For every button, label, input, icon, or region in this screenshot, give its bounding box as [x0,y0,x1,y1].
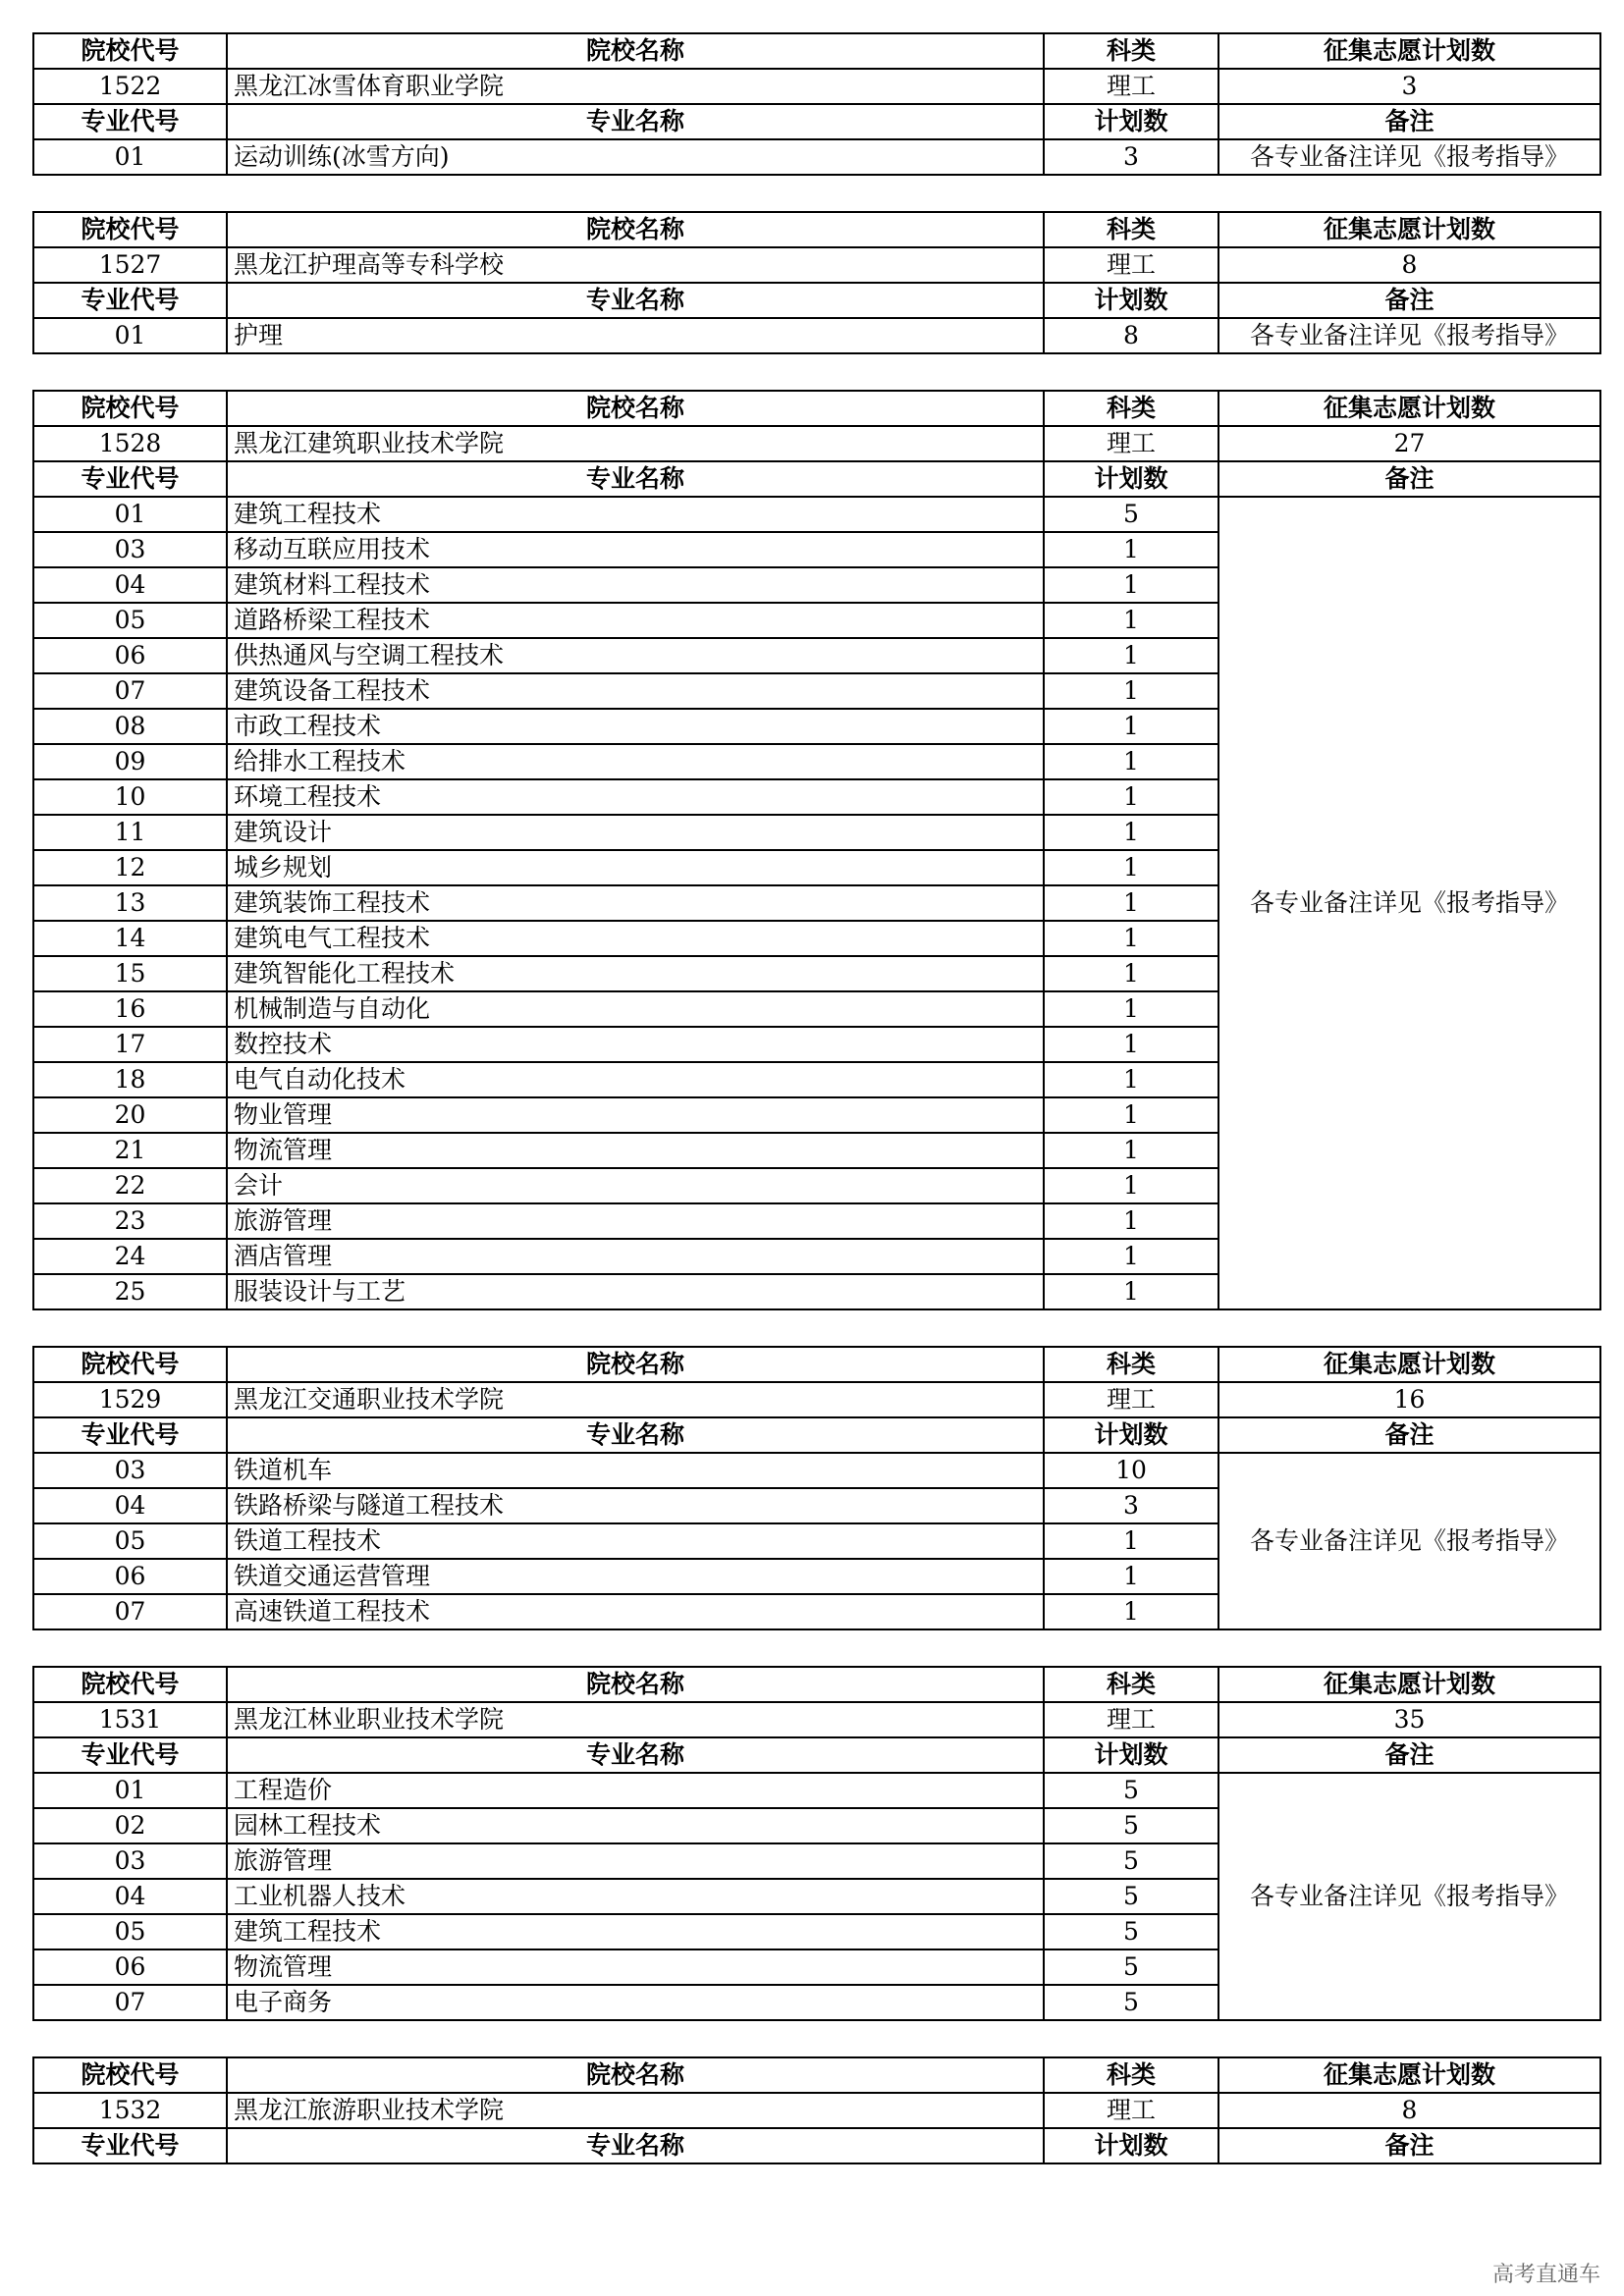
major-name: 城乡规划 [227,850,1044,885]
school-info-row [33,69,1600,104]
school-header-row [33,33,1600,69]
major-name-header: 专业名称 [227,1737,1044,1773]
school-info-row [33,2093,1600,2128]
major-header-row [33,1737,1600,1773]
major-name: 建筑工程技术 [227,497,1044,532]
plan-total-header: 征集志愿计划数 [1218,2057,1600,2093]
major-code: 01 [33,1773,227,1808]
major-name: 电气自动化技术 [227,1062,1044,1097]
school-category: 理工 [1044,69,1218,104]
major-plan-count: 1 [1044,638,1218,673]
major-name: 建筑设计 [227,815,1044,850]
major-plan-count: 1 [1044,779,1218,815]
major-plan-count: 1 [1044,1239,1218,1274]
school-code-header: 院校代号 [33,2057,227,2093]
major-code-header: 专业代号 [33,104,227,139]
major-name: 给排水工程技术 [227,744,1044,779]
remark-header: 备注 [1218,461,1600,497]
school-block [32,2056,1601,2164]
major-code: 05 [33,1523,227,1559]
major-plan-count: 1 [1044,1559,1218,1594]
major-code: 13 [33,885,227,921]
school-header-row [33,212,1600,247]
major-code: 03 [33,1453,227,1488]
admission-plan-document [32,32,1599,2200]
school-code: 1528 [33,426,227,461]
major-code-header: 专业代号 [33,461,227,497]
major-name: 移动互联应用技术 [227,532,1044,567]
category-header: 科类 [1044,212,1218,247]
major-header-row [33,104,1600,139]
plan-count-header: 计划数 [1044,1737,1218,1773]
major-plan-count: 1 [1044,709,1218,744]
major-row [33,139,1600,175]
school-info-row [33,247,1600,283]
school-name-header: 院校名称 [227,33,1044,69]
major-row [33,1773,1600,1808]
major-code: 06 [33,638,227,673]
school-category: 理工 [1044,1702,1218,1737]
major-plan-count: 1 [1044,603,1218,638]
school-code: 1522 [33,69,227,104]
major-header-row [33,1417,1600,1453]
plan-count-header: 计划数 [1044,283,1218,318]
school-header-row [33,1347,1600,1382]
plan-count-header: 计划数 [1044,461,1218,497]
school-block [32,211,1601,354]
major-name: 物流管理 [227,1949,1044,1985]
major-plan-count: 5 [1044,1773,1218,1808]
school-code-header: 院校代号 [33,212,227,247]
major-name: 会计 [227,1168,1044,1203]
major-code: 23 [33,1203,227,1239]
plan-count-header: 计划数 [1044,1417,1218,1453]
plan-count-header: 计划数 [1044,104,1218,139]
major-code: 15 [33,956,227,991]
school-code: 1529 [33,1382,227,1417]
major-plan-count: 1 [1044,1133,1218,1168]
major-plan-count: 5 [1044,1985,1218,2020]
school-category: 理工 [1044,1382,1218,1417]
remark-header: 备注 [1218,1417,1600,1453]
major-code: 04 [33,1879,227,1914]
major-name: 工程造价 [227,1773,1044,1808]
school-name: 黑龙江冰雪体育职业学院 [227,69,1044,104]
major-header-row [33,461,1600,497]
school-name-header: 院校名称 [227,2057,1044,2093]
major-code: 11 [33,815,227,850]
major-row [33,1453,1600,1488]
school-header-row [33,2057,1600,2093]
major-plan-count: 5 [1044,1879,1218,1914]
major-name: 酒店管理 [227,1239,1044,1274]
remark-note: 各专业备注详见《报考指导》 [1218,1453,1600,1629]
major-plan-count: 1 [1044,991,1218,1027]
major-name-header: 专业名称 [227,104,1044,139]
remark-header: 备注 [1218,283,1600,318]
school-category: 理工 [1044,426,1218,461]
major-plan-count: 5 [1044,497,1218,532]
school-plan-total: 27 [1218,426,1600,461]
school-name-header: 院校名称 [227,1667,1044,1702]
remark-note: 各专业备注详见《报考指导》 [1218,1773,1600,2020]
major-code: 17 [33,1027,227,1062]
major-name: 机械制造与自动化 [227,991,1044,1027]
major-code: 06 [33,1949,227,1985]
school-plan-total: 3 [1218,69,1600,104]
major-name: 环境工程技术 [227,779,1044,815]
watermark: 高考直通车 [1491,2263,1600,2287]
major-code: 08 [33,709,227,744]
school-block [32,1346,1601,1630]
school-block [32,1666,1601,2021]
category-header: 科类 [1044,2057,1218,2093]
major-code-header: 专业代号 [33,1737,227,1773]
major-code-header: 专业代号 [33,1417,227,1453]
major-plan-count: 8 [1044,318,1218,353]
major-plan-count: 3 [1044,1488,1218,1523]
major-code: 12 [33,850,227,885]
school-category: 理工 [1044,247,1218,283]
major-code: 03 [33,1843,227,1879]
school-name: 黑龙江交通职业技术学院 [227,1382,1044,1417]
plan-total-header: 征集志愿计划数 [1218,212,1600,247]
school-code-header: 院校代号 [33,1667,227,1702]
school-name: 黑龙江林业职业技术学院 [227,1702,1044,1737]
major-plan-count: 1 [1044,1168,1218,1203]
major-name: 电子商务 [227,1985,1044,2020]
major-plan-count: 3 [1044,139,1218,175]
school-header-row [33,1667,1600,1702]
school-name-header: 院校名称 [227,391,1044,426]
major-code: 10 [33,779,227,815]
plan-total-header: 征集志愿计划数 [1218,391,1600,426]
school-name: 黑龙江旅游职业技术学院 [227,2093,1044,2128]
school-info-row [33,1702,1600,1737]
remark-note: 各专业备注详见《报考指导》 [1218,318,1600,353]
major-plan-count: 1 [1044,567,1218,603]
major-name: 铁道工程技术 [227,1523,1044,1559]
major-name: 建筑装饰工程技术 [227,885,1044,921]
major-name: 旅游管理 [227,1843,1044,1879]
major-plan-count: 5 [1044,1949,1218,1985]
school-name: 黑龙江建筑职业技术学院 [227,426,1044,461]
remark-header: 备注 [1218,1737,1600,1773]
major-code: 04 [33,1488,227,1523]
major-plan-count: 1 [1044,744,1218,779]
major-plan-count: 10 [1044,1453,1218,1488]
major-name: 供热通风与空调工程技术 [227,638,1044,673]
school-plan-total: 8 [1218,2093,1600,2128]
major-plan-count: 1 [1044,1274,1218,1309]
major-name: 建筑电气工程技术 [227,921,1044,956]
major-code: 07 [33,1985,227,2020]
school-code-header: 院校代号 [33,1347,227,1382]
plan-total-header: 征集志愿计划数 [1218,33,1600,69]
major-code: 20 [33,1097,227,1133]
major-name-header: 专业名称 [227,2128,1044,2163]
major-plan-count: 1 [1044,921,1218,956]
remark-header: 备注 [1218,2128,1600,2163]
school-plan-total: 8 [1218,247,1600,283]
major-code: 21 [33,1133,227,1168]
major-name: 建筑智能化工程技术 [227,956,1044,991]
major-code: 22 [33,1168,227,1203]
major-plan-count: 1 [1044,532,1218,567]
major-plan-count: 1 [1044,885,1218,921]
school-name-header: 院校名称 [227,212,1044,247]
major-name-header: 专业名称 [227,283,1044,318]
major-name: 高速铁道工程技术 [227,1594,1044,1629]
major-name: 铁道交通运营管理 [227,1559,1044,1594]
major-plan-count: 1 [1044,1203,1218,1239]
major-name: 护理 [227,318,1044,353]
major-name-header: 专业名称 [227,1417,1044,1453]
major-plan-count: 1 [1044,1523,1218,1559]
plan-total-header: 征集志愿计划数 [1218,1347,1600,1382]
major-plan-count: 1 [1044,956,1218,991]
school-info-row [33,426,1600,461]
remark-note: 各专业备注详见《报考指导》 [1218,497,1600,1309]
major-name: 道路桥梁工程技术 [227,603,1044,638]
major-code: 07 [33,673,227,709]
major-header-row [33,283,1600,318]
plan-total-header: 征集志愿计划数 [1218,1667,1600,1702]
plan-count-header: 计划数 [1044,2128,1218,2163]
major-plan-count: 5 [1044,1914,1218,1949]
major-row [33,318,1600,353]
major-name: 工业机器人技术 [227,1879,1044,1914]
remark-header: 备注 [1218,104,1600,139]
major-code: 01 [33,497,227,532]
major-name: 建筑工程技术 [227,1914,1044,1949]
major-name: 建筑设备工程技术 [227,673,1044,709]
major-code: 16 [33,991,227,1027]
school-plan-total: 35 [1218,1702,1600,1737]
school-code-header: 院校代号 [33,391,227,426]
school-header-row [33,391,1600,426]
major-code: 25 [33,1274,227,1309]
major-code: 01 [33,139,227,175]
school-block [32,32,1601,176]
category-header: 科类 [1044,391,1218,426]
major-code: 04 [33,567,227,603]
major-name: 物业管理 [227,1097,1044,1133]
major-code: 05 [33,603,227,638]
major-row [33,497,1600,532]
major-name: 铁道机车 [227,1453,1044,1488]
school-code: 1532 [33,2093,227,2128]
major-plan-count: 1 [1044,673,1218,709]
major-code: 14 [33,921,227,956]
major-code: 24 [33,1239,227,1274]
major-plan-count: 1 [1044,1062,1218,1097]
major-code: 07 [33,1594,227,1629]
category-header: 科类 [1044,1347,1218,1382]
major-name: 市政工程技术 [227,709,1044,744]
major-name: 数控技术 [227,1027,1044,1062]
major-name: 建筑材料工程技术 [227,567,1044,603]
remark-note: 各专业备注详见《报考指导》 [1218,139,1600,175]
major-name: 服装设计与工艺 [227,1274,1044,1309]
major-code: 09 [33,744,227,779]
major-name: 运动训练(冰雪方向) [227,139,1044,175]
major-name: 铁路桥梁与隧道工程技术 [227,1488,1044,1523]
school-info-row [33,1382,1600,1417]
major-header-row [33,2128,1600,2163]
major-plan-count: 5 [1044,1843,1218,1879]
major-plan-count: 5 [1044,1808,1218,1843]
major-code: 02 [33,1808,227,1843]
major-plan-count: 1 [1044,1027,1218,1062]
category-header: 科类 [1044,1667,1218,1702]
major-name: 旅游管理 [227,1203,1044,1239]
major-code-header: 专业代号 [33,283,227,318]
major-plan-count: 1 [1044,850,1218,885]
major-name-header: 专业名称 [227,461,1044,497]
major-code: 06 [33,1559,227,1594]
major-name: 物流管理 [227,1133,1044,1168]
school-code: 1527 [33,247,227,283]
major-plan-count: 1 [1044,815,1218,850]
school-block [32,390,1601,1310]
school-category: 理工 [1044,2093,1218,2128]
category-header: 科类 [1044,33,1218,69]
school-name-header: 院校名称 [227,1347,1044,1382]
school-code: 1531 [33,1702,227,1737]
major-name: 园林工程技术 [227,1808,1044,1843]
major-code: 18 [33,1062,227,1097]
major-code: 01 [33,318,227,353]
major-code-header: 专业代号 [33,2128,227,2163]
school-plan-total: 16 [1218,1382,1600,1417]
school-name: 黑龙江护理高等专科学校 [227,247,1044,283]
major-code: 03 [33,532,227,567]
major-code: 05 [33,1914,227,1949]
school-code-header: 院校代号 [33,33,227,69]
major-plan-count: 1 [1044,1594,1218,1629]
major-plan-count: 1 [1044,1097,1218,1133]
